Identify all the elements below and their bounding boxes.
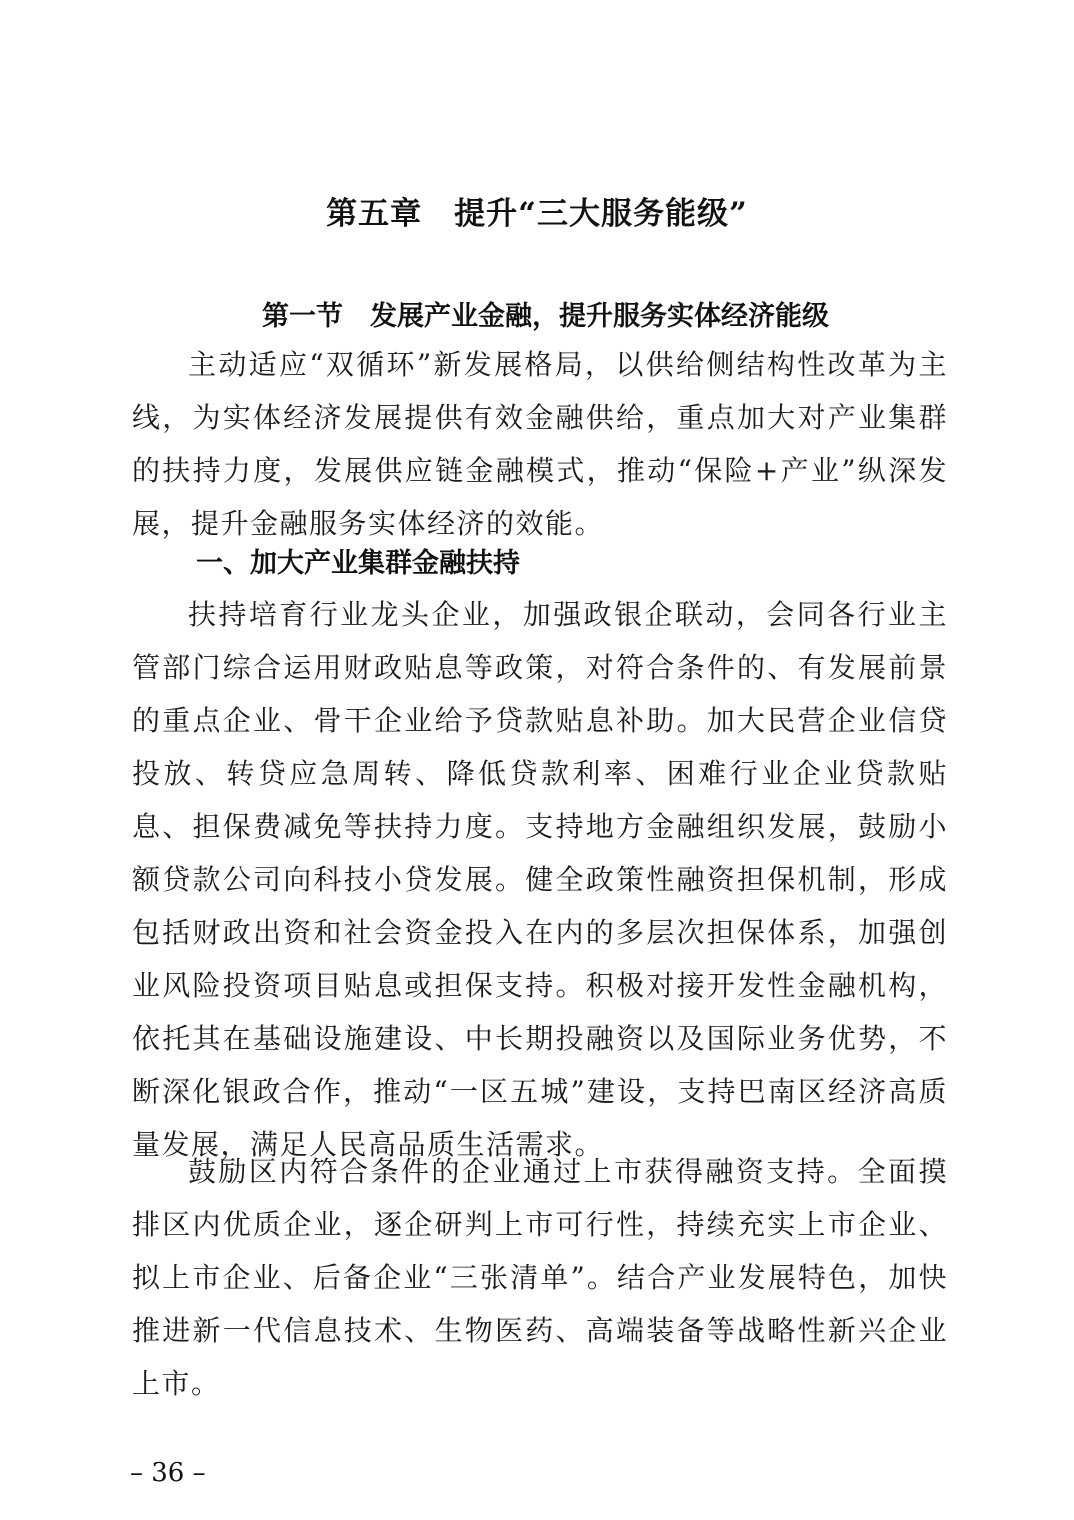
chapter-title: 第五章 提升“三大服务能级”: [326, 196, 748, 232]
section-title: 第一节 发展产业金融，提升服务实体经济能级: [262, 301, 829, 332]
subheading: 一、加大产业集群金融扶持: [196, 548, 520, 579]
paragraph-body: 扶持培育行业龙头企业，加强政银企联动，会同各行业主管部门综合运用财政贴息等政策，对符合条件的、有发展前景的重点企业、骨干企业给予贷款贴息补助。加大民营企业信贷投放、转贷应急周转、降低贷款利率、困难行业企业贷款贴息、担保费减免等扶持力度。支持地方金融组织发展，鼓励小额贷款公司向科技小贷发展。健全政策性融资担保机制，形成包括财政出资和社会资金投入在内的多层次担保体系，加强创业风险投资项目贴息或担保支持。积极对接开发性金融机构，依托其在基础设施建设、中长期投融资以及国际业务优势，不断深化银政合作，推动“一区五城”建设，支持巴南区经济高质量发展，满足人民高品质生活需求。: [132, 598, 948, 1161]
page-number: – 36 –: [130, 1458, 206, 1488]
paragraph-listing: 鼓励区内符合条件的企业通过上市获得融资支持。全面摸排区内优质企业，逐企研判上市可行性，持续充实上市企业、拟上市企业、后备企业“三张清单”。结合产业发展特色，加快推进新一代信息技术、生物医药、高端装备等战略性新兴企业上市。: [132, 1155, 948, 1400]
paragraph-intro: 主动适应“双循环”新发展格局，以供给侧结构性改革为主线，为实体经济发展提供有效金融供给，重点加大对产业集群的扶持力度，发展供应链金融模式，推动“保险+产业”纵深发展，提升金融服务实体经济的效能。: [132, 348, 948, 540]
